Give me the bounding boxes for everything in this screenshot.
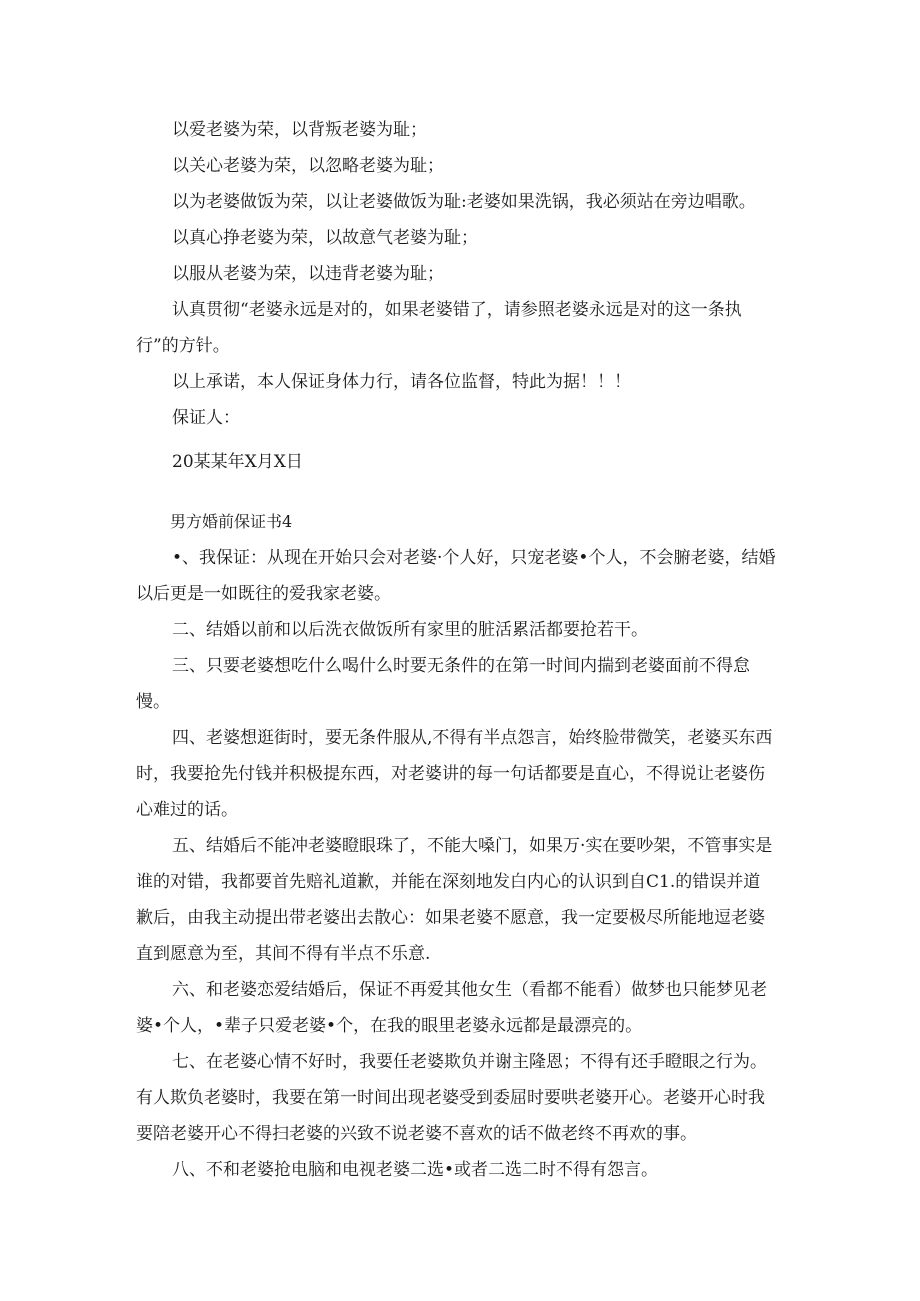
item-5: 五、结婚后不能冲老婆瞪眼珠了，不能大嗓门，如果万·实在要吵架，不管事实是谁的对错，我都要首先赔礼道歉，并能在深刻地发白内心的认识到自C1.的错误并道歉后，由我主动提出带老婆出去散心：如果老婆不愿意，我一定要极尽所能地逗老婆直到愿意为至，其间不得有半点不乐意. xyxy=(136,836,773,964)
date-line: 20某某年X月X日 xyxy=(172,452,303,472)
pledge-line-2: 以关心老婆为荣，以忽略老婆为耻； xyxy=(172,156,444,176)
pledge-line-5: 以服从老婆为荣，以违背老婆为耻； xyxy=(172,264,444,284)
implement-paragraph: 认真贯彻“老婆永远是对的，如果老婆错了，请参照老婆永远是对的这一条执行”的方针。 xyxy=(136,300,742,356)
promise-line: 以上承诺，本人保证身体力行，请各位监督，特此为据！！！ xyxy=(172,372,631,392)
item-6: 六、和老婆恋爱结婚后，保证不再爱其他女生（看都不能看）做梦也只能梦见老婆•个人，•辈子只爱老婆•个，在我的眼里老婆永远都是最漂亮的。 xyxy=(136,980,767,1036)
pledge-line-1: 以爱老婆为荣，以背叛老婆为耻； xyxy=(172,120,427,140)
pledge-line-3: 以为老婆做饭为荣，以让老婆做饭为耻:老婆如果洗锅，我必须站在旁边唱歌。 xyxy=(172,192,756,212)
pledge-line-4: 以真心挣老婆为荣，以故意气老婆为耻； xyxy=(172,228,478,248)
section-title: 男方婚前保证书4 xyxy=(170,512,293,531)
item-1: •、我保证：从现在开始只会对老婆·个人好，只宠老婆•个人，不会腑老婆，结婚以后更是一如既往的爱我家老婆。 xyxy=(136,548,776,604)
guarantor-line: 保证人： xyxy=(172,408,240,428)
item-3: 三、只要老婆想吃什么喝什么时要无条件的在第一时间内揣到老婆面前不得怠慢。 xyxy=(136,656,750,712)
item-8: 八、不和老婆抢电脑和电视老婆二选•或者二选二时不得有怨言。 xyxy=(172,1160,659,1180)
item-2: 二、结婚以前和以后洗衣做饭所有家里的脏活累活都要抢若干。 xyxy=(172,620,648,640)
item-7: 七、在老婆心情不好时，我要任老婆欺负并谢主隆恩；不得有还手瞪眼之行为。有人欺负老婆时，我要在第一时间出现老婆受到委屈时要哄老婆开心。老婆开心时我要陪老婆开心不得扫老婆的兴致不说老婆不喜欢的话不做老终不再欢的事。 xyxy=(136,1052,767,1144)
item-4: 四、老婆想逛街时，要无条件服从,不得有半点怨言，始终脸带微笑，老婆买东西时，我要抢先付钱并积极提东西，对老婆讲的每一句话都要是直心，不得说让老婆伤心难过的话。 xyxy=(136,728,773,820)
